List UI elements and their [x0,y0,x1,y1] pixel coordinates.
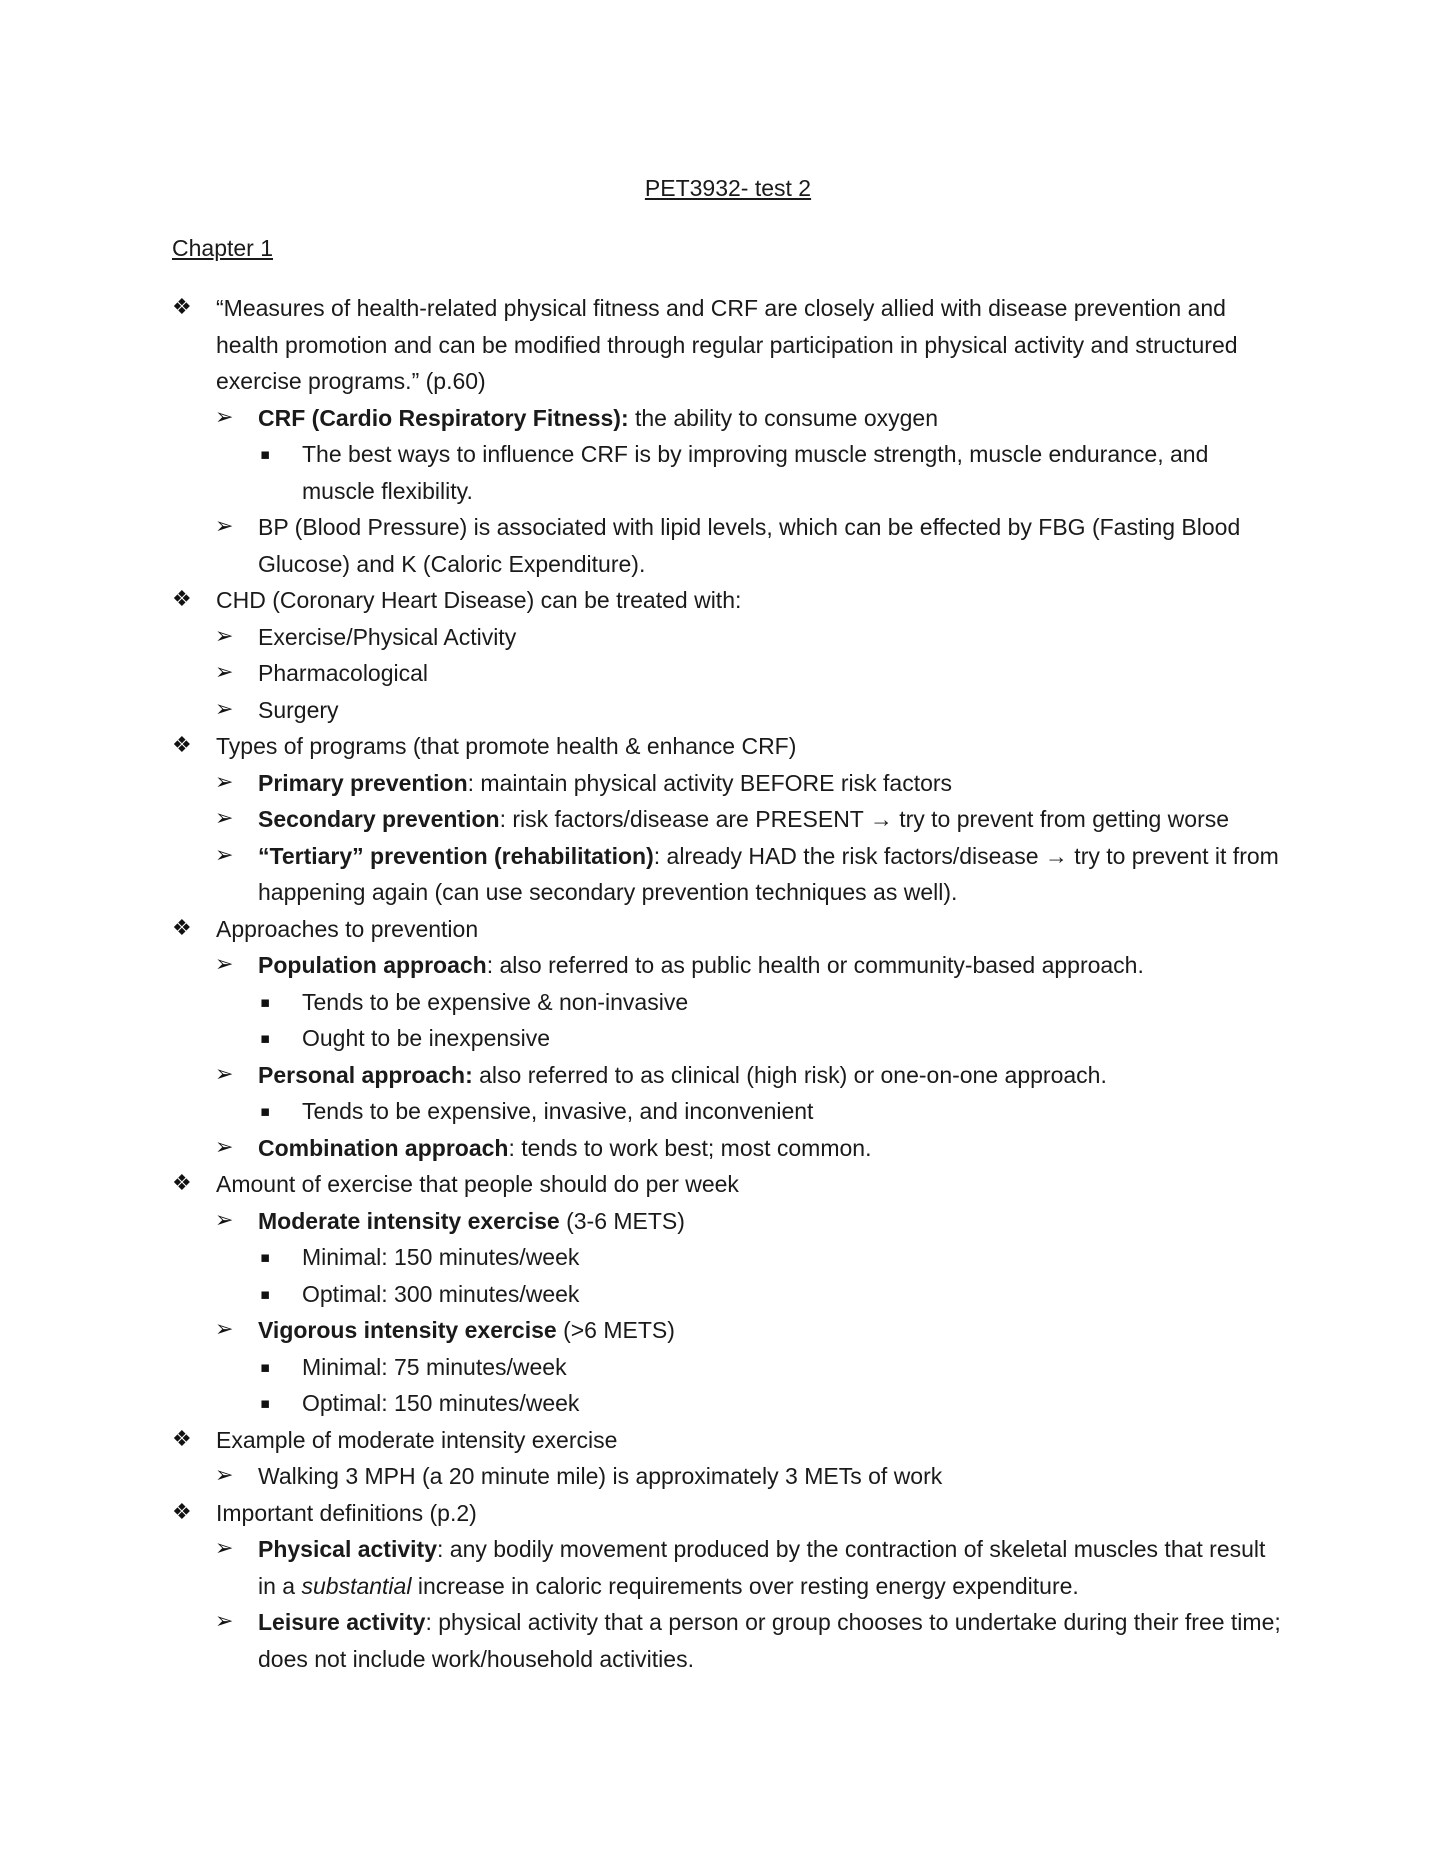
outline-item-bp [172,509,1282,582]
outline-item-chd-pharma [172,655,1282,692]
outline-item-vig-min [172,1349,1282,1386]
outline-item-vigorous [172,1312,1282,1349]
outline-item-walking [172,1458,1282,1495]
outline-item-personal [172,1057,1282,1094]
outline-item-population [172,947,1282,984]
item-text: : tends to work best; most common. [508,1134,872,1161]
item-text: Example of moderate intensity exercise [216,1426,618,1453]
term-label: Physical activity [258,1536,437,1562]
outline-item-leisure-activity [172,1604,1282,1677]
outline-item-amount [172,1166,1282,1203]
item-text: also referred to as clinical (high risk) or one-on-one approach. [472,1061,1107,1088]
bullet-icon: ➢ [215,696,234,722]
item-text: Minimal: 75 minutes/week [302,1353,567,1380]
term-label: Population approach [258,952,487,978]
item-text-continued: increase in caloric requirements over resting energy expenditure. [411,1572,1079,1599]
item-text: The best ways to influence CRF is by improving muscle strength, muscle endurance, and muscle flexibility. [302,441,1209,504]
item-text: Approaches to prevention [216,915,479,942]
chapter-heading: Chapter 1 [172,235,274,261]
item-text: : already HAD the risk factors/disease → try to prevent it from happening again (can use secondary prevention techniques as well). [258,842,1279,905]
item-text: : any bodily movement produced by the contraction of skeletal muscles that result in a [258,1536,1266,1599]
term-label: Moderate intensity exercise [258,1207,560,1234]
item-text: “Measures of health-related physical fitness and CRF are closely allied with disease prevention and health promotion and can be modified through regular participation in physical activity and structured exercise programs.” (p.60) [216,295,1238,394]
item-text: (3-6 METS) [559,1207,685,1234]
item-text: Optimal: 300 minutes/week [302,1280,580,1307]
bullet-icon: ❖ [172,587,192,612]
item-text: Optimal: 150 minutes/week [302,1390,580,1416]
item-text: BP (Blood Pressure) is associated with lipid levels, which can be effected by FBG (Fasting Blood Glucose) and K (Caloric Expenditure). [258,514,1241,577]
bullet-icon: ➢ [215,1536,234,1561]
term-label: Combination approach [258,1134,509,1161]
term-label: Vigorous intensity exercise [258,1317,557,1343]
outline-item-crf [172,400,1282,437]
bullet-icon: ➢ [215,1609,234,1634]
outline-list [172,290,1282,1677]
outline-item-crf-improve [172,436,1282,509]
bullet-icon: ➢ [215,769,234,795]
outline-item-programs [172,728,1282,765]
outline-item-tertiary [172,838,1282,911]
bullet-icon: ➢ [215,1061,234,1087]
bullet-icon: ▪ [260,992,271,1011]
bullet-icon: ▪ [260,1284,271,1303]
document-title: PET3932- test 2 [644,175,812,201]
bullet-icon: ❖ [172,295,192,320]
outline-item-pers-1 [172,1093,1282,1130]
outline-item-primary [172,765,1282,802]
item-text: Tends to be expensive & non-invasive [302,988,689,1015]
item-text: Walking 3 MPH (a 20 minute mile) is approximately 3 METs of work [258,1463,943,1489]
bullet-icon: ▪ [260,445,271,463]
term-label: Leisure activity [258,1609,426,1635]
bullet-icon: ▪ [260,1394,271,1412]
item-text: CHD (Coronary Heart Disease) can be treated with: [216,587,742,613]
item-text: the ability to consume oxygen [628,404,939,431]
item-text: : also referred to as public health or community-based approach. [486,952,1144,978]
bullet-icon: ➢ [215,952,234,977]
term-label: Personal approach: [258,1061,473,1088]
item-text: Ought to be inexpensive [302,1025,551,1051]
item-text: : risk factors/disease are PRESENT → try to prevent from getting worse [499,806,1230,832]
bullet-icon: ▪ [260,1248,271,1266]
outline-item-chd [172,582,1282,619]
bullet-icon: ❖ [172,1499,192,1525]
bullet-icon: ▪ [260,1357,271,1376]
term-label: “Tertiary” prevention (rehabilitation) [258,842,654,869]
bullet-icon: ❖ [172,915,192,941]
bullet-icon: ➢ [215,842,234,868]
outline-item-mod-min [172,1239,1282,1276]
bullet-icon: ❖ [172,1426,192,1452]
bullet-icon: ❖ [172,733,192,758]
outline-item-chd-exercise [172,619,1282,656]
outline-item-mod-opt [172,1276,1282,1313]
item-text: (>6 METS) [556,1317,675,1343]
item-text: Surgery [258,696,339,723]
item-text: Tends to be expensive, invasive, and inconvenient [302,1098,814,1124]
outline-item-physical-activity [172,1531,1282,1604]
outline-item-quote [172,290,1282,400]
term-label: Primary prevention [258,769,468,796]
outline-item-approaches [172,911,1282,948]
item-text: Important definitions (p.2) [216,1499,477,1526]
outline-item-pop-2 [172,1020,1282,1057]
bullet-icon: ➢ [215,1134,234,1160]
bullet-icon: ➢ [215,623,234,649]
bullet-icon: ➢ [215,806,234,831]
item-text: Pharmacological [258,660,429,686]
bullet-icon: ➢ [215,1463,234,1488]
bullet-icon: ➢ [215,660,234,685]
outline-item-combination [172,1130,1282,1167]
item-text: Exercise/Physical Activity [258,623,517,650]
outline-item-chd-surgery [172,692,1282,729]
bullet-icon: ➢ [215,514,234,539]
outline-item-pop-1 [172,984,1282,1021]
item-text: Minimal: 150 minutes/week [302,1244,580,1270]
bullet-icon: ➢ [215,1317,234,1342]
item-text: : maintain physical activity BEFORE risk factors [467,769,953,796]
outline-item-vig-opt [172,1385,1282,1422]
bullet-icon: ❖ [172,1171,192,1196]
outline-item-definitions [172,1495,1282,1532]
bullet-icon: ▪ [260,1102,271,1120]
item-text: : physical activity that a person or group chooses to undertake during their free time; does not include work/household activities. [258,1609,1281,1672]
bullet-icon: ➢ [215,1207,234,1233]
item-text: Amount of exercise that people should do per week [216,1171,739,1197]
term-label: CRF (Cardio Respiratory Fitness): [258,404,629,431]
outline-item-moderate [172,1203,1282,1240]
outline-item-secondary [172,801,1282,838]
outline-item-example [172,1422,1282,1459]
emphasis-text: substantial [301,1572,412,1599]
bullet-icon: ▪ [260,1029,271,1047]
term-label: Secondary prevention [258,806,500,832]
bullet-icon: ➢ [215,404,234,430]
item-text: Types of programs (that promote health & enhance CRF) [216,733,797,759]
